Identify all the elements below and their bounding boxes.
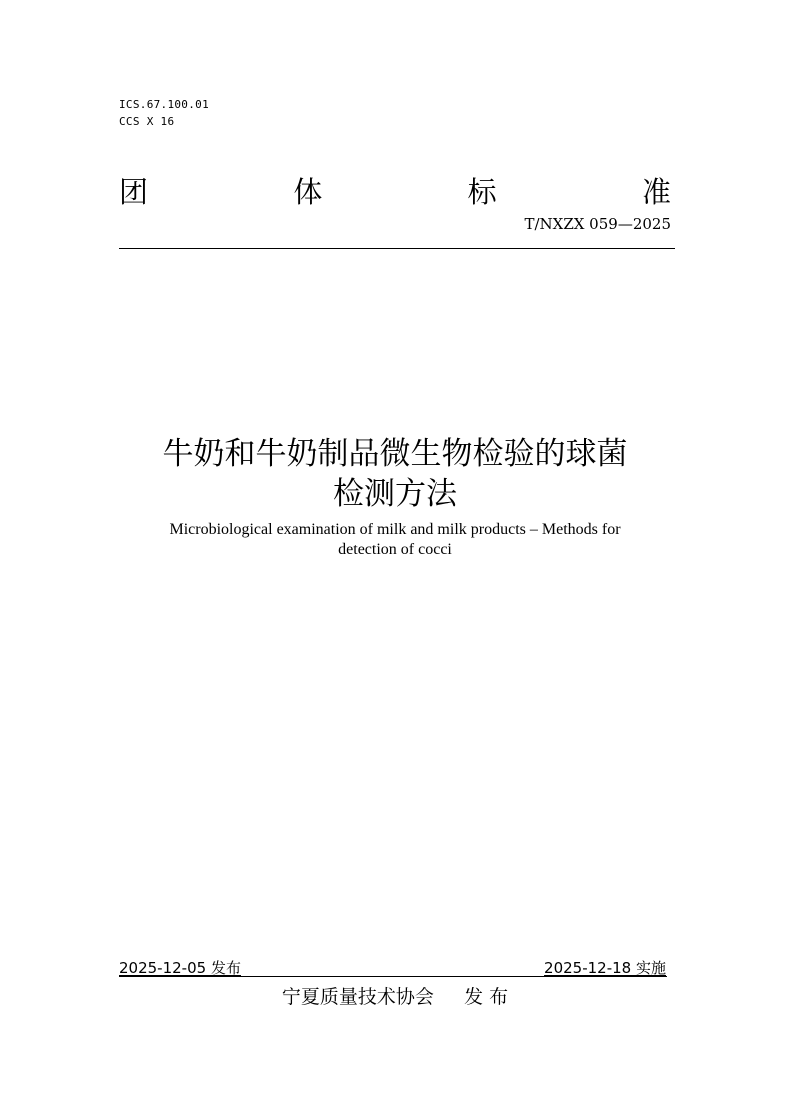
standard-type-heading [119,172,671,212]
standard-type-char-4: 准 [641,175,671,209]
publisher-line [0,984,790,1010]
implementation-date: 2025-12-18 实施 [544,959,666,977]
ccs-code: CCS X 16 [119,115,175,128]
english-title-line-1: Microbiological examination of milk and milk products – Methods for [169,521,621,538]
standard-number: T/NXZX 059—2025 [524,215,671,233]
english-title-line-2: detection of cocci [338,541,452,558]
header-divider [119,248,675,249]
chinese-title-line-1: 牛奶和牛奶制品微生物检验的球菌 [162,436,628,472]
publish-action: 发 布 [464,986,509,1008]
footer-divider [119,976,667,977]
standard-type-char-3: 标 [467,175,497,209]
standard-type-char-1: 团 [119,175,149,209]
chinese-title-line-2: 检测方法 [333,476,457,512]
issue-date: 2025-12-05 发布 [119,959,241,977]
publisher-name: 宁夏质量技术协会 [281,986,434,1008]
standard-type-char-2: 体 [293,175,323,209]
ics-code: ICS.67.100.01 [119,98,209,111]
classification-codes [119,96,209,130]
